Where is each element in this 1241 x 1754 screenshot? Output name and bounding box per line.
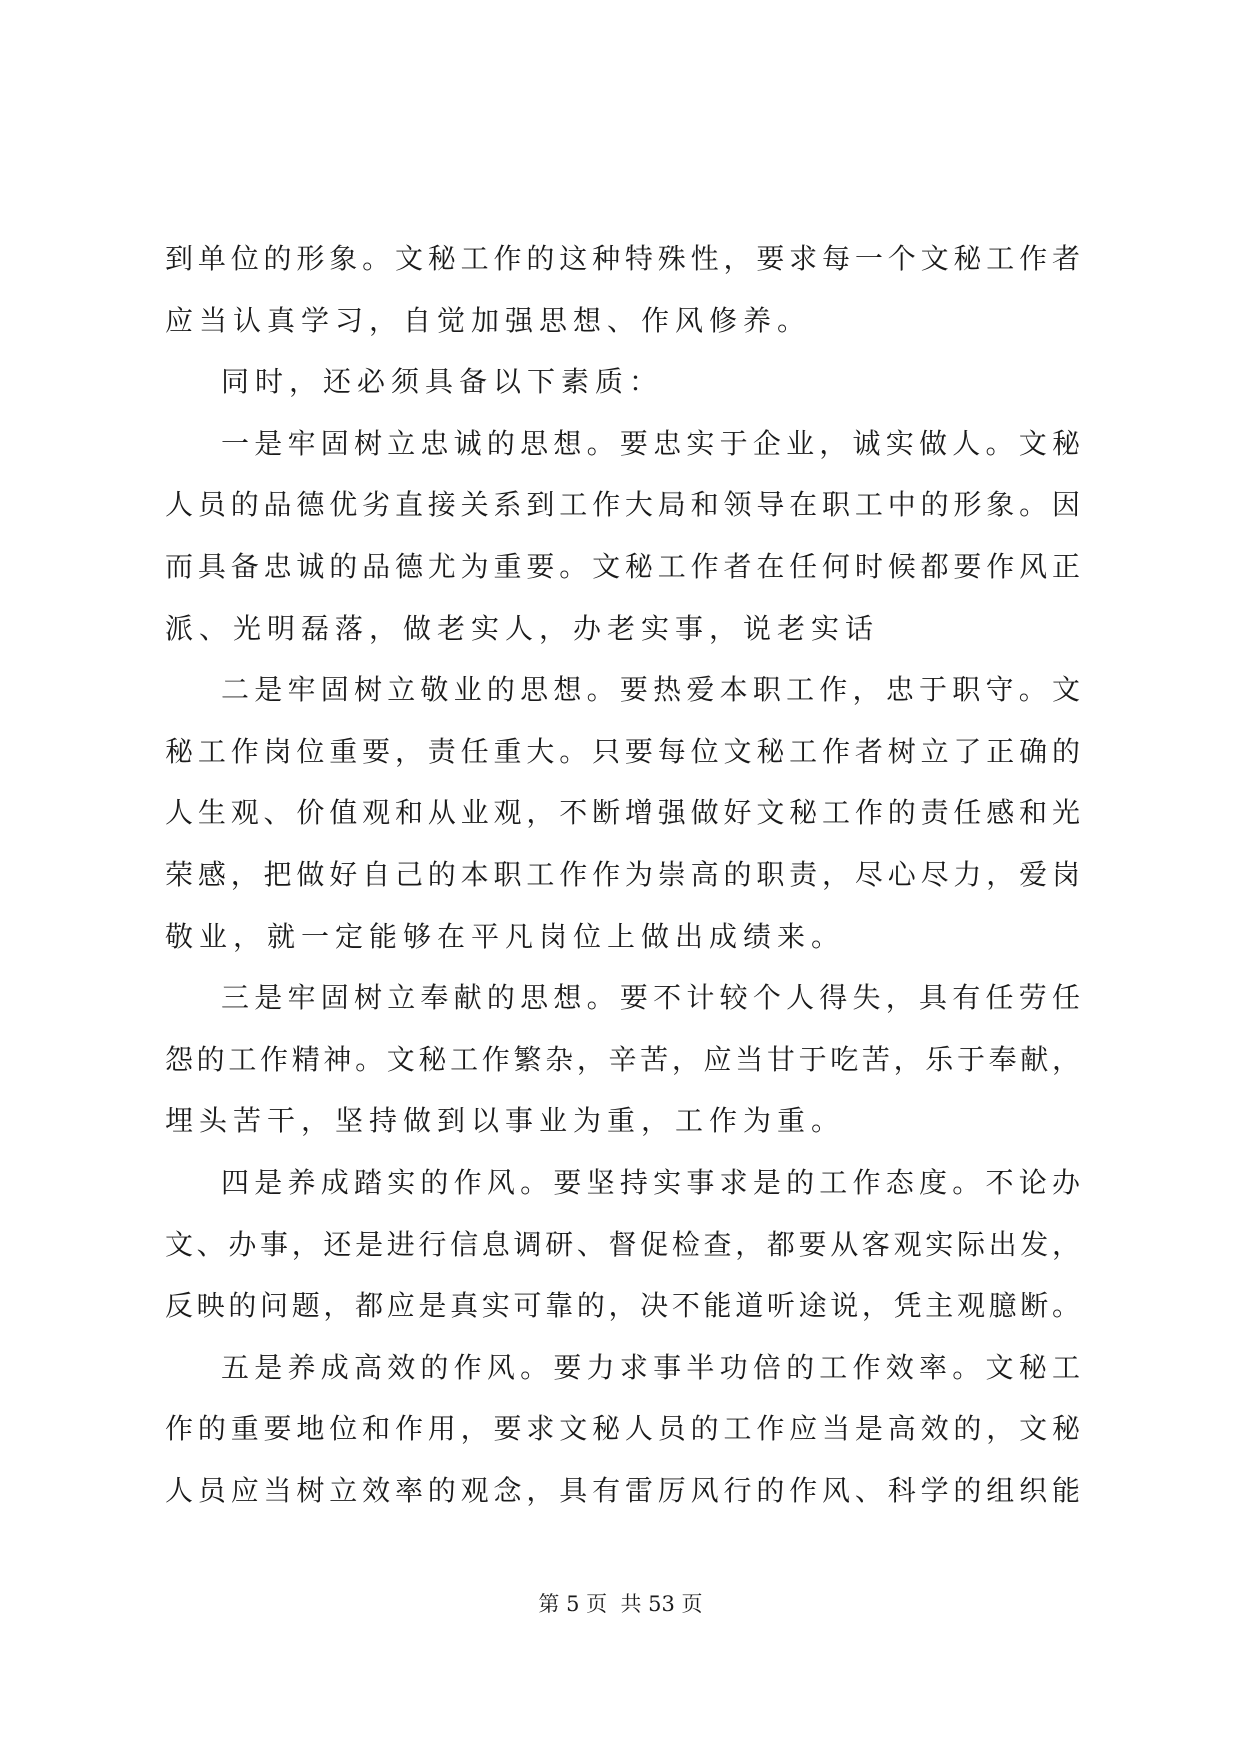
paragraph-start-line: 四是养成踏实的作风。要坚持实事求是的工作态度。不论办 [221, 1165, 1080, 1199]
text-line: 作的重要地位和作用，要求文秘人员的工作应当是高效的，文秘 [165, 1412, 1080, 1446]
paragraph-start-line: 一是牢固树立忠诚的思想。要忠实于企业，诚实做人。文秘 [221, 426, 1080, 460]
text-line: 怨的工作精神。文秘工作繁杂，辛苦，应当甘于吃苦，乐于奉献， [165, 1042, 1080, 1076]
text-line: 敬业，就一定能够在平凡岗位上做出成绩来。 [165, 919, 846, 953]
text-line: 到单位的形象。文秘工作的这种特殊性，要求每一个文秘工作者 [165, 242, 1080, 275]
text-line: 秘工作岗位重要，责任重大。只要每位文秘工作者树立了正确的 [165, 734, 1080, 768]
paragraph-start-line: 同时，还必须具备以下素质： [221, 365, 664, 399]
text-line: 人员的品德优劣直接关系到工作大局和领导在职工中的形象。因 [165, 488, 1080, 522]
text-line: 人员应当树立效率的观念，具有雷厉风行的作风、科学的组织能 [165, 1473, 1080, 1507]
paragraph-start-line: 二是牢固树立敬业的思想。要热爱本职工作，忠于职守。文 [221, 673, 1080, 707]
text-line: 荣感，把做好自己的本职工作作为崇高的职责，尽心尽力，爱岗 [165, 857, 1080, 891]
text-line: 派、光明磊落，做老实人，办老实事，说老实话 [165, 611, 880, 645]
text-line: 应当认真学习，自觉加强思想、作风修养。 [165, 303, 812, 337]
document-body [165, 228, 1080, 1521]
paragraph-start-line: 三是牢固树立奉献的思想。要不计较个人得失，具有任劳任 [221, 981, 1080, 1015]
page-number-footer: 第 5 页 共 53 页 [538, 1592, 703, 1616]
text-line: 反映的问题，都应是真实可靠的，决不能道听途说，凭主观臆断。 [165, 1289, 1080, 1323]
text-line: 而具备忠诚的品德尤为重要。文秘工作者在任何时候都要作风正 [165, 549, 1080, 583]
paragraph-start-line: 五是养成高效的作风。要力求事半功倍的工作效率。文秘工 [221, 1350, 1080, 1384]
text-line: 文、办事，还是进行信息调研、督促检查，都要从客观实际出发， [165, 1227, 1080, 1261]
text-line: 人生观、价值观和从业观，不断增强做好文秘工作的责任感和光 [165, 796, 1080, 830]
text-line: 埋头苦干，坚持做到以事业为重，工作为重。 [165, 1104, 846, 1138]
